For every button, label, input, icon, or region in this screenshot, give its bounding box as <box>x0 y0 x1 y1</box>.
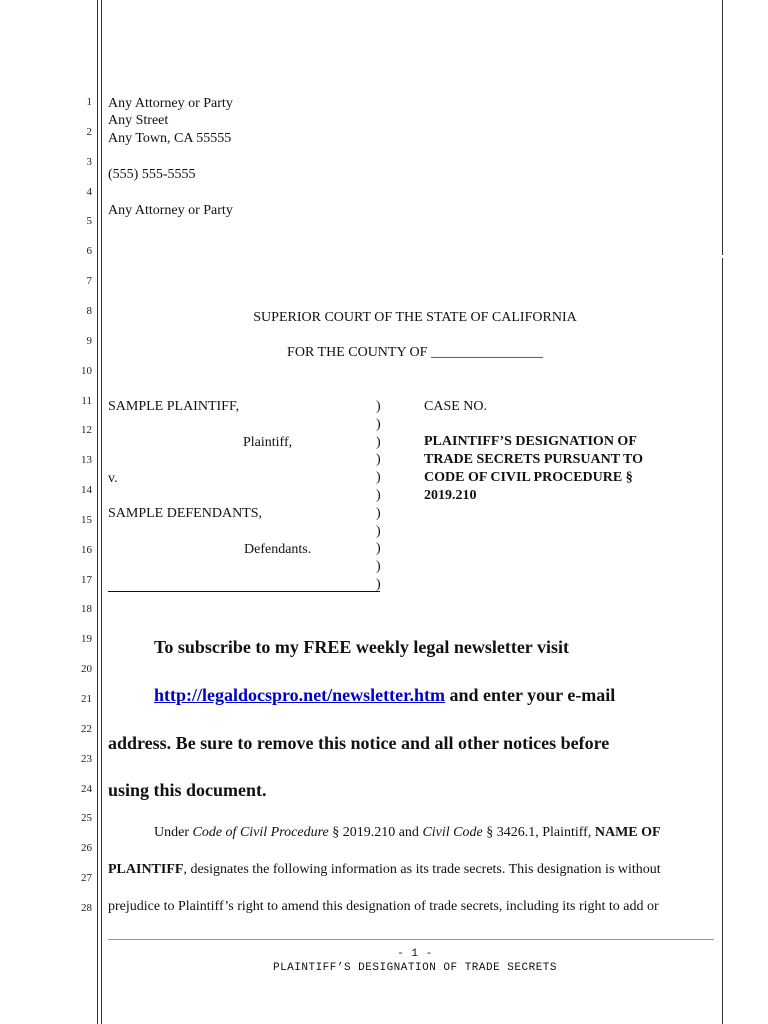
body-text: , designates the following information as its trade secrets. This designation is without <box>183 862 661 877</box>
caption-paren: ) <box>376 470 381 486</box>
line-number: 1 <box>86 96 92 108</box>
document-title-line-2: TRADE SECRETS PURSUANT TO <box>424 452 644 467</box>
attorney-name: Any Attorney or Party <box>108 96 233 111</box>
case-number-label: CASE NO. <box>424 399 488 414</box>
caption-paren: ) <box>376 505 381 521</box>
line-number: 18 <box>81 603 92 616</box>
footer-title: PLAINTIFF’S DESIGNATION OF TRADE SECRETS <box>272 962 558 974</box>
attorney-city: Any Town, CA 55555 <box>108 131 232 146</box>
footer-rule <box>108 939 714 940</box>
attorney-phone: (555) 555-5555 <box>108 167 196 182</box>
notice-line-2 <box>154 685 615 706</box>
line-number: 24 <box>81 782 92 795</box>
line-number: 16 <box>81 543 92 556</box>
line-number: 2 <box>86 125 92 138</box>
line-number: 7 <box>86 275 92 288</box>
line-number: 27 <box>81 872 92 885</box>
caption-paren: ) <box>376 523 381 539</box>
court-name: SUPERIOR COURT OF THE STATE OF CALIFORNIA <box>253 310 577 325</box>
body-text: § 3426.1, Plaintiff, <box>482 825 595 840</box>
line-number: 26 <box>81 842 92 855</box>
caption-paren: ) <box>376 577 381 592</box>
caption-paren: ) <box>376 416 381 432</box>
body-line-2 <box>108 862 661 878</box>
caption-paren: ) <box>376 434 381 450</box>
right-margin-rule-top <box>722 0 723 255</box>
defendants-role: Defendants. <box>244 542 312 557</box>
body-line-1 <box>154 825 661 841</box>
body-bold-name: NAME OF <box>594 825 661 840</box>
body-line-3: prejudice to Plaintiff’s right to amend this designation of trade secrets, including its right to add or <box>108 899 659 914</box>
body-italic-ccp: Code of Civil Procedure <box>192 825 329 840</box>
document-title-line-3: CODE OF CIVIL PROCEDURE § <box>424 470 633 485</box>
document-title-line-4: 2019.210 <box>424 488 477 503</box>
line-number: 19 <box>81 633 92 646</box>
line-number: 12 <box>81 424 92 437</box>
court-county <box>0 344 768 361</box>
line-number: 8 <box>86 304 92 317</box>
attorney-street: Any Street <box>108 113 169 128</box>
body-italic-cc: Civil Code <box>422 825 483 840</box>
line-number: 10 <box>81 364 92 377</box>
caption-underline <box>108 591 380 592</box>
line-number: 5 <box>86 215 92 228</box>
caption-paren: ) <box>376 399 381 414</box>
caption-paren: ) <box>376 559 381 575</box>
newsletter-link[interactable]: http://legaldocspro.net/newsletter.htm <box>154 685 445 705</box>
plaintiff-name: SAMPLE PLAINTIFF, <box>108 399 240 414</box>
line-number: 11 <box>81 394 92 407</box>
court-county-prefix: FOR THE COUNTY OF <box>287 345 431 360</box>
document-title-line-1: PLAINTIFF’S DESIGNATION OF <box>424 434 637 449</box>
line-number: 3 <box>86 155 92 168</box>
versus: v. <box>108 471 118 486</box>
line-number: 22 <box>81 722 92 735</box>
line-number: 14 <box>81 484 92 497</box>
line-number: 20 <box>81 663 92 676</box>
line-number: 21 <box>81 693 92 705</box>
line-number: 4 <box>86 185 92 198</box>
line-number: 23 <box>81 752 92 765</box>
plaintiff-role: Plaintiff, <box>243 435 293 450</box>
body-text: Under <box>154 825 193 840</box>
line-number: 13 <box>81 454 92 467</box>
line-number: 9 <box>86 334 92 347</box>
caption-paren: ) <box>376 488 381 503</box>
defendants-name: SAMPLE DEFENDANTS, <box>108 506 263 521</box>
notice-line-1: To subscribe to my FREE weekly legal newsletter visit <box>154 637 569 657</box>
left-margin-rule-inner <box>101 0 102 1024</box>
left-margin-rule-outer <box>97 0 98 1024</box>
footer-page-number: - 1 - <box>397 948 433 960</box>
court-county-blank: ________________ <box>430 345 543 360</box>
caption-paren: ) <box>376 541 381 557</box>
line-number: 28 <box>81 901 92 914</box>
notice-line-3: address. Be sure to remove this notice and all other notices before <box>108 733 610 753</box>
notice-line-2-rest: and enter your e-mail <box>444 685 616 705</box>
notice-line-4: using this document. <box>108 780 267 800</box>
line-number: 15 <box>81 513 92 526</box>
caption-paren: ) <box>376 452 381 468</box>
line-number: 17 <box>81 573 92 586</box>
line-number: 6 <box>86 245 92 258</box>
right-margin-rule-lower <box>722 258 723 1024</box>
attorney-for: Any Attorney or Party <box>108 203 233 218</box>
body-text: § 2019.210 and <box>328 825 423 840</box>
line-number: 25 <box>81 812 92 825</box>
body-bold-name: PLAINTIFF <box>108 862 184 877</box>
